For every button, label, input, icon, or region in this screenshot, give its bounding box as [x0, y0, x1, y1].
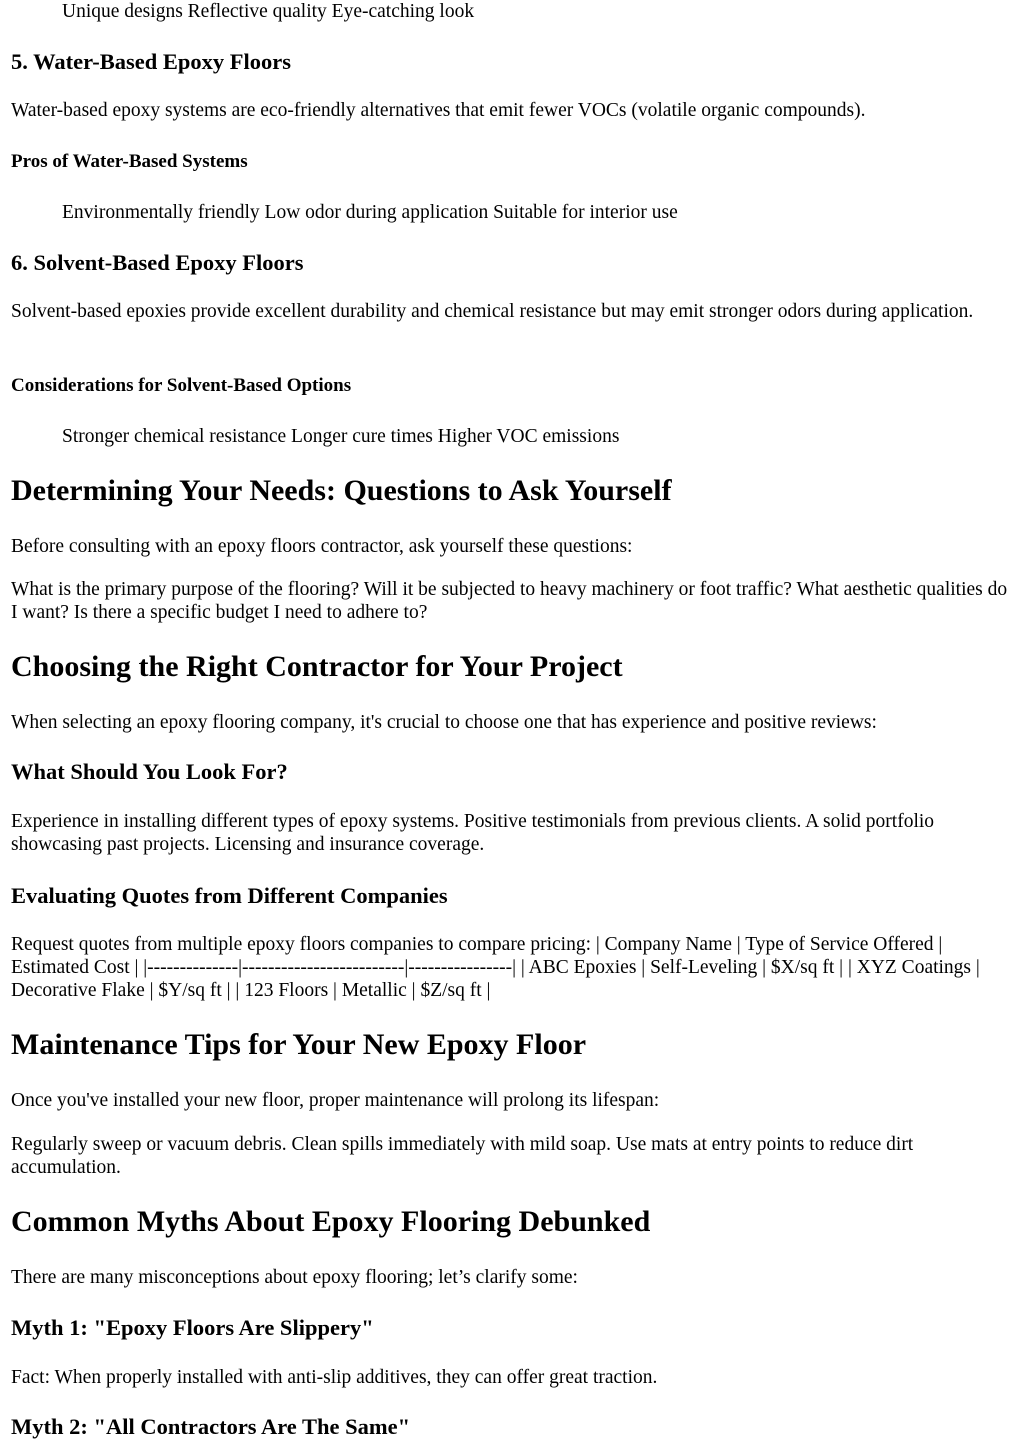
- maintenance-heading: Maintenance Tips for Your New Epoxy Floor: [11, 1028, 587, 1061]
- myth1-heading: Myth 1: "Epoxy Floors Are Slippery": [11, 1315, 374, 1340]
- needs-intro: Before consulting with an epoxy floors contractor, ask yourself these questions:: [11, 536, 633, 557]
- water-based-intro: Water-based epoxy systems are eco-friendly alternatives that emit fewer VOCs (volatile organic compounds).: [11, 100, 866, 121]
- water-based-pros-heading: Pros of Water-Based Systems: [11, 151, 248, 172]
- contractor-heading: Choosing the Right Contractor for Your Project: [11, 650, 623, 683]
- design-benefits-quote: Unique designs Reflective quality Eye-catching look: [62, 1, 475, 22]
- water-based-pros-list: Environmentally friendly Low odor during application Suitable for interior use: [62, 202, 678, 223]
- solvent-based-heading: 6. Solvent-Based Epoxy Floors: [11, 250, 304, 275]
- needs-questions: What is the primary purpose of the flooring? Will it be subjected to heavy machinery or foot traffic? What aesthetic qualities do I want? Is there a specific budget I need to adhere to?: [11, 579, 1008, 623]
- look-for-text: Experience in installing different types of epoxy systems. Positive testimonials from previous clients. A solid portfolio showcasing past projects. Licensing and insurance coverage.: [11, 811, 935, 855]
- maintenance-tips: Regularly sweep or vacuum debris. Clean spills immediately with mild soap. Use mats at entry points to reduce dirt accumulation.: [11, 1134, 914, 1178]
- myth2-heading: Myth 2: "All Contractors Are The Same": [11, 1414, 411, 1439]
- solvent-considerations-heading: Considerations for Solvent-Based Options: [11, 375, 352, 396]
- myths-intro: There are many misconceptions about epoxy flooring; let’s clarify some:: [11, 1267, 578, 1288]
- maintenance-intro: Once you've installed your new floor, proper maintenance will prolong its lifespan:: [11, 1090, 660, 1111]
- water-based-heading: 5. Water-Based Epoxy Floors: [11, 49, 291, 74]
- myths-heading: Common Myths About Epoxy Flooring Debunked: [11, 1205, 651, 1238]
- solvent-based-intro: Solvent-based epoxies provide excellent durability and chemical resistance but may emit stronger odors during application.: [11, 301, 974, 322]
- look-for-heading: What Should You Look For?: [11, 759, 288, 784]
- quotes-text: Request quotes from multiple epoxy floors companies to compare pricing: | Company Name | Type of Service Offered | Estimated Cost | |--------------|-------------------------|----------------| | ABC Epoxies | Self-Leveling | $X/sq ft | | XYZ Coatings | Decorative Flake | $Y/sq ft | | 123 Floors | Metallic | $Z/sq ft |: [11, 934, 980, 1001]
- solvent-considerations-list: Stronger chemical resistance Longer cure times Higher VOC emissions: [62, 426, 620, 447]
- contractor-intro: When selecting an epoxy flooring company, it's crucial to choose one that has experience and positive reviews:: [11, 712, 877, 733]
- quotes-heading: Evaluating Quotes from Different Companies: [11, 883, 448, 908]
- needs-heading: Determining Your Needs: Questions to Ask Yourself: [11, 474, 672, 507]
- myth1-fact: Fact: When properly installed with anti-slip additives, they can offer great traction.: [11, 1367, 658, 1388]
